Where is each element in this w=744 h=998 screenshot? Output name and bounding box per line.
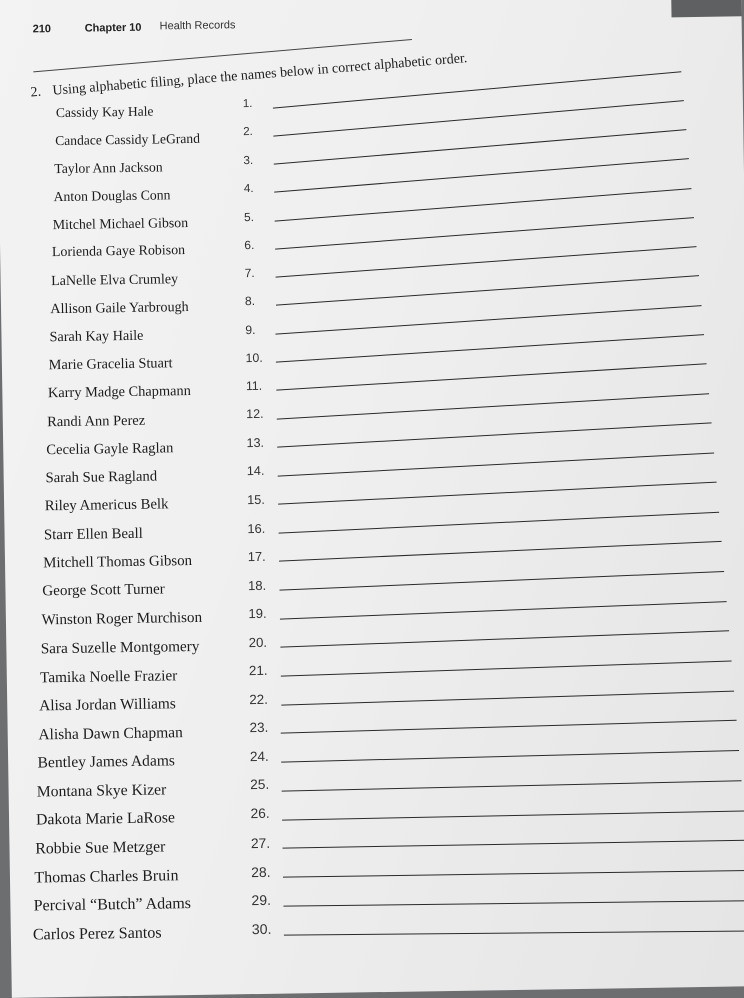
answer-number: 22. — [249, 691, 269, 707]
name-text: Montana Skye Kizer — [36, 781, 167, 801]
answer-number: 4. — [243, 182, 254, 196]
name-text: Cassidy Kay Hale — [55, 103, 154, 121]
name-text: Mitchel Michael Gibson — [52, 214, 189, 232]
answer-number: 23. — [249, 720, 269, 736]
answer-blank-line[interactable] — [283, 840, 744, 849]
answer-blank-line[interactable] — [277, 423, 711, 448]
answer-blank-line[interactable] — [275, 246, 696, 278]
name-text: Carlos Perez Santos — [32, 924, 162, 944]
answer-blank-line[interactable] — [275, 217, 694, 250]
answer-number: 16. — [247, 520, 266, 536]
answer-blank-line[interactable] — [278, 452, 714, 476]
name-text: Cecelia Gayle Raglan — [46, 440, 174, 459]
name-text: Robbie Sue Metzger — [35, 838, 166, 858]
name-text: Riley Americus Belk — [44, 496, 169, 515]
answer-blank-line[interactable] — [276, 276, 700, 307]
name-text: Lorienda Gaye Robison — [51, 242, 186, 260]
answer-blank-line[interactable] — [282, 780, 742, 791]
answer-blank-line[interactable] — [282, 810, 744, 820]
answer-number: 27. — [250, 834, 271, 851]
answer-number: 15. — [247, 492, 265, 508]
answer-blank-line[interactable] — [281, 720, 736, 734]
answer-blank-line[interactable] — [273, 100, 684, 136]
answer-blank-line[interactable] — [283, 870, 744, 878]
question-text: Using alphabetic filing, place the names below in correct alphabetic order. — [51, 51, 468, 99]
answer-number: 21. — [248, 662, 268, 679]
answer-number: 25. — [250, 777, 270, 793]
answer-number: 1. — [242, 97, 253, 111]
name-text: Dakota Marie LaRose — [35, 809, 176, 829]
answer-number: 2. — [243, 125, 253, 139]
name-text: Allison Gaile Yarbrough — [50, 298, 189, 318]
answer-number: 8. — [244, 294, 256, 309]
answer-number: 6. — [244, 238, 255, 253]
answer-number: 11. — [245, 378, 263, 394]
answer-blank-line[interactable] — [277, 393, 709, 419]
name-text: Sarah Sue Ragland — [45, 468, 158, 487]
answer-blank-line[interactable] — [280, 601, 727, 620]
answer-blank-line[interactable] — [281, 690, 734, 705]
answer-number: 12. — [246, 407, 264, 422]
answer-number: 14. — [246, 463, 265, 479]
background-corner — [671, 0, 742, 17]
answer-number: 19. — [248, 605, 267, 622]
answer-number: 17. — [247, 548, 266, 565]
answer-blank-line[interactable] — [278, 482, 716, 505]
answer-number: 10. — [245, 350, 263, 365]
answer-number: 20. — [248, 634, 268, 650]
answer-number: 5. — [243, 210, 255, 225]
name-text: Bentley James Adams — [37, 752, 176, 772]
name-text: Marie Gracelia Stuart — [48, 355, 173, 374]
name-text: Starr Ellen Beall — [43, 525, 143, 544]
name-text: Alisa Jordan Williams — [39, 695, 176, 715]
answer-number: 26. — [250, 805, 270, 822]
name-text: Sarah Kay Haile — [49, 327, 144, 346]
answer-blank-line[interactable] — [276, 334, 704, 362]
answer-number: 9. — [245, 322, 256, 337]
answer-blank-line[interactable] — [279, 511, 720, 533]
answer-blank-line[interactable] — [279, 541, 722, 562]
question-number: 2. — [30, 84, 42, 101]
question-prompt — [30, 51, 468, 101]
answer-blank-line[interactable] — [280, 630, 729, 647]
name-text: George Scott Turner — [42, 581, 165, 600]
answer-number: 13. — [246, 435, 265, 450]
answer-number: 29. — [251, 892, 272, 909]
section-label: Health Records — [159, 19, 236, 33]
answer-number: 30. — [251, 920, 272, 938]
answer-blank-line[interactable] — [274, 159, 689, 194]
name-text: Randi Ann Perez — [47, 412, 146, 430]
name-text: Candace Cassidy LeGrand — [55, 130, 201, 148]
answer-blank-line[interactable] — [282, 750, 739, 763]
answer-blank-line[interactable] — [284, 931, 744, 936]
name-text: Alisha Dawn Chapman — [38, 723, 183, 744]
name-text: Percival “Butch” Adams — [33, 895, 192, 915]
name-text: Sara Suzelle Montgomery — [40, 638, 200, 658]
answer-blank-line[interactable] — [276, 305, 702, 334]
answer-blank-line[interactable] — [274, 188, 691, 222]
answer-number: 24. — [249, 748, 269, 764]
name-text: Karry Madge Chapmann — [47, 383, 191, 402]
name-text: Winston Roger Murchison — [41, 609, 203, 629]
answer-number: 3. — [243, 153, 254, 168]
answer-number: 28. — [251, 863, 271, 880]
name-text: Mitchell Thomas Gibson — [43, 553, 193, 572]
answer-blank-line[interactable] — [284, 900, 744, 906]
answer-blank-line[interactable] — [280, 660, 731, 676]
answer-blank-line[interactable] — [274, 129, 687, 165]
answer-blank-line[interactable] — [279, 571, 724, 591]
chapter-label: Chapter 10 — [84, 21, 142, 35]
answer-number: 18. — [247, 577, 267, 593]
name-text: Thomas Charles Bruin — [34, 866, 179, 887]
name-text: LaNelle Elva Crumley — [51, 271, 179, 290]
answer-blank-line[interactable] — [277, 364, 707, 391]
name-text: Tamika Noelle Frazier — [39, 666, 178, 687]
answer-number: 7. — [244, 266, 255, 281]
name-text: Taylor Ann Jackson — [54, 159, 163, 176]
page-number: 210 — [32, 23, 52, 36]
name-text: Anton Douglas Conn — [53, 187, 171, 204]
